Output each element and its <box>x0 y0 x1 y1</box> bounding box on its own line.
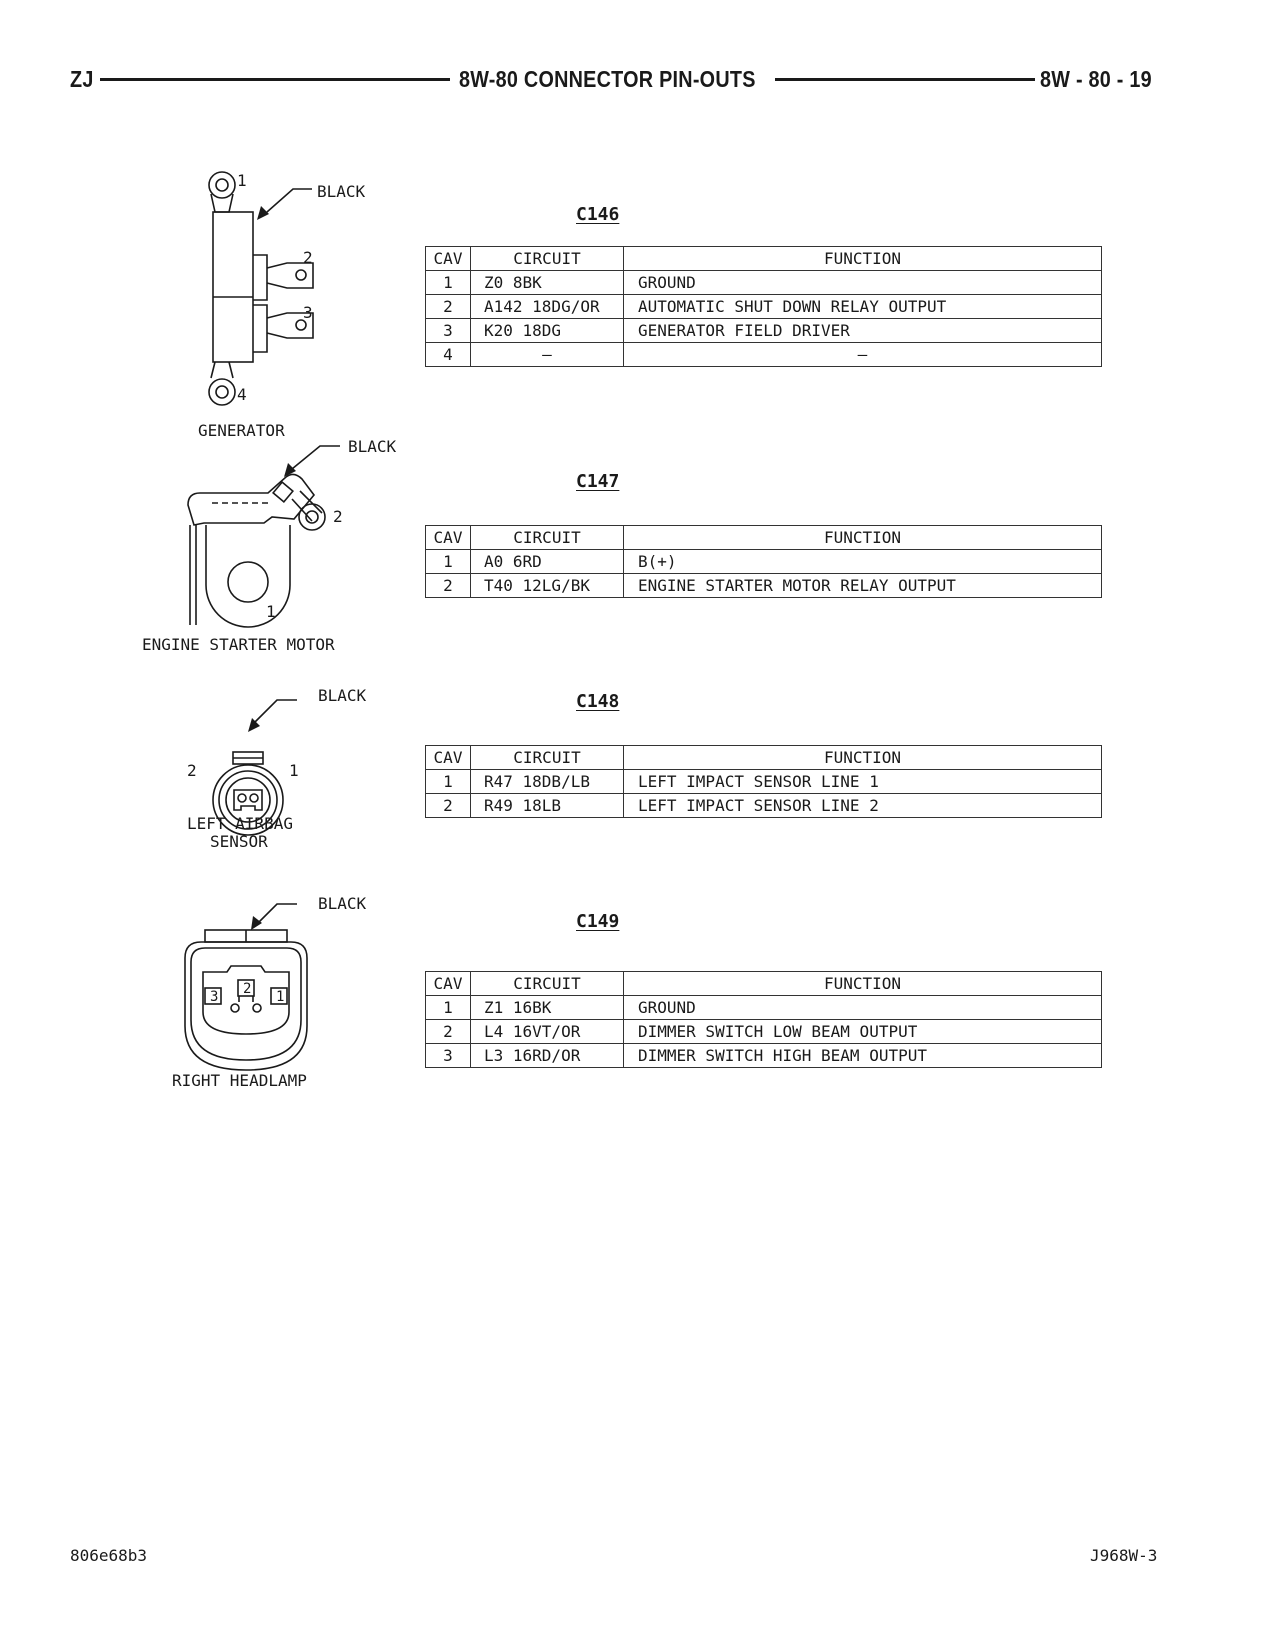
cav-cell: 2 <box>426 794 471 818</box>
cav-cell: 2 <box>426 574 471 598</box>
cav-cell: 4 <box>426 343 471 367</box>
airbag-component-label-line1: LEFT AIRBAG <box>187 814 293 833</box>
circuit-cell: A0 6RD <box>471 550 624 574</box>
starter-component-label: ENGINE STARTER MOTOR <box>142 635 335 654</box>
footer-code-right: J968W-3 <box>1090 1546 1158 1565</box>
header-rule-left <box>100 78 450 81</box>
col-cav-header: CAV <box>426 746 471 770</box>
pinout-table-c149 <box>425 971 1102 1068</box>
circuit-cell: R49 18LB <box>471 794 624 818</box>
headlamp-pin-1-label: 1 <box>276 989 285 1005</box>
headlamp-component-label: RIGHT HEADLAMP <box>172 1071 307 1090</box>
function-cell: LEFT IMPACT SENSOR LINE 1 <box>624 770 1102 794</box>
pinout-table-c148 <box>425 745 1102 818</box>
circuit-cell: L3 16RD/OR <box>471 1044 624 1068</box>
generator-pin-1-label: 1 <box>237 171 247 190</box>
function-cell: B(+) <box>624 550 1102 574</box>
table-row <box>426 1044 1102 1068</box>
headlamp-color-label: BLACK <box>318 894 367 913</box>
pinout-table-c147 <box>425 525 1102 598</box>
headlamp-pin-3-label: 3 <box>210 989 219 1005</box>
circuit-cell: L4 16VT/OR <box>471 1020 624 1044</box>
function-cell: AUTOMATIC SHUT DOWN RELAY OUTPUT <box>624 295 1102 319</box>
starter-motor-connector-diagram <box>180 455 400 645</box>
circuit-cell: – <box>471 343 624 367</box>
col-circuit-header: CIRCUIT <box>471 526 624 550</box>
cav-cell: 1 <box>426 271 471 295</box>
footer-code-left: 806e68b3 <box>70 1546 148 1565</box>
table-header-row <box>426 526 1102 550</box>
airbag-pin-1-label: 1 <box>289 761 299 780</box>
cav-cell: 3 <box>426 319 471 343</box>
page-header <box>0 64 1275 94</box>
airbag-component-label-line2: SENSOR <box>210 832 268 851</box>
airbag-color-label: BLACK <box>318 686 367 705</box>
col-circuit-header: CIRCUIT <box>471 746 624 770</box>
table-row <box>426 550 1102 574</box>
starter-color-label: BLACK <box>348 437 397 456</box>
col-function-header: FUNCTION <box>624 972 1102 996</box>
col-circuit-header: CIRCUIT <box>471 247 624 271</box>
model-code: ZJ <box>70 66 94 92</box>
connector-title-c149: C149 <box>576 911 620 932</box>
col-function-header: FUNCTION <box>624 247 1102 271</box>
col-cav-header: CAV <box>426 972 471 996</box>
function-cell: DIMMER SWITCH LOW BEAM OUTPUT <box>624 1020 1102 1044</box>
airbag-pin-2-label: 2 <box>187 761 197 780</box>
table-row <box>426 996 1102 1020</box>
circuit-cell: K20 18DG <box>471 319 624 343</box>
table-row <box>426 794 1102 818</box>
table-header-row <box>426 247 1102 271</box>
function-cell: LEFT IMPACT SENSOR LINE 2 <box>624 794 1102 818</box>
cav-cell: 2 <box>426 1020 471 1044</box>
table-row <box>426 574 1102 598</box>
function-cell: GROUND <box>624 996 1102 1020</box>
col-function-header: FUNCTION <box>624 526 1102 550</box>
circuit-cell: Z0 8BK <box>471 271 624 295</box>
pinout-table-c146 <box>425 246 1102 367</box>
page-number: 8W - 80 - 19 <box>1040 66 1152 92</box>
headlamp-pin-2-label: 2 <box>243 981 252 997</box>
starter-pin-2-label: 2 <box>333 507 343 526</box>
generator-pin-3-label: 3 <box>303 303 313 322</box>
table-row <box>426 343 1102 367</box>
header-rule-right <box>775 78 1035 81</box>
circuit-cell: T40 12LG/BK <box>471 574 624 598</box>
generator-pin-2-label: 2 <box>303 248 313 267</box>
circuit-cell: R47 18DB/LB <box>471 770 624 794</box>
function-cell: GROUND <box>624 271 1102 295</box>
table-row <box>426 319 1102 343</box>
col-cav-header: CAV <box>426 526 471 550</box>
col-circuit-header: CIRCUIT <box>471 972 624 996</box>
connector-title-c146: C146 <box>576 204 620 225</box>
function-cell: DIMMER SWITCH HIGH BEAM OUTPUT <box>624 1044 1102 1068</box>
col-cav-header: CAV <box>426 247 471 271</box>
generator-color-label: BLACK <box>317 182 366 201</box>
circuit-cell: Z1 16BK <box>471 996 624 1020</box>
cav-cell: 2 <box>426 295 471 319</box>
function-cell: ENGINE STARTER MOTOR RELAY OUTPUT <box>624 574 1102 598</box>
table-row <box>426 770 1102 794</box>
circuit-cell: A142 18DG/OR <box>471 295 624 319</box>
cav-cell: 1 <box>426 770 471 794</box>
connector-title-c147: C147 <box>576 471 620 492</box>
cav-cell: 3 <box>426 1044 471 1068</box>
cav-cell: 1 <box>426 996 471 1020</box>
col-function-header: FUNCTION <box>624 746 1102 770</box>
function-cell: – <box>624 343 1102 367</box>
table-row <box>426 271 1102 295</box>
cav-cell: 1 <box>426 550 471 574</box>
page-title: 8W-80 CONNECTOR PIN-OUTS <box>459 66 756 92</box>
table-header-row <box>426 746 1102 770</box>
function-cell: GENERATOR FIELD DRIVER <box>624 319 1102 343</box>
connector-title-c148: C148 <box>576 691 620 712</box>
table-row <box>426 295 1102 319</box>
starter-pin-1-label: 1 <box>266 602 276 621</box>
table-row <box>426 1020 1102 1044</box>
generator-pin-4-label: 4 <box>237 385 247 404</box>
generator-connector-diagram <box>195 170 375 450</box>
generator-component-label: GENERATOR <box>198 421 285 440</box>
table-header-row <box>426 972 1102 996</box>
